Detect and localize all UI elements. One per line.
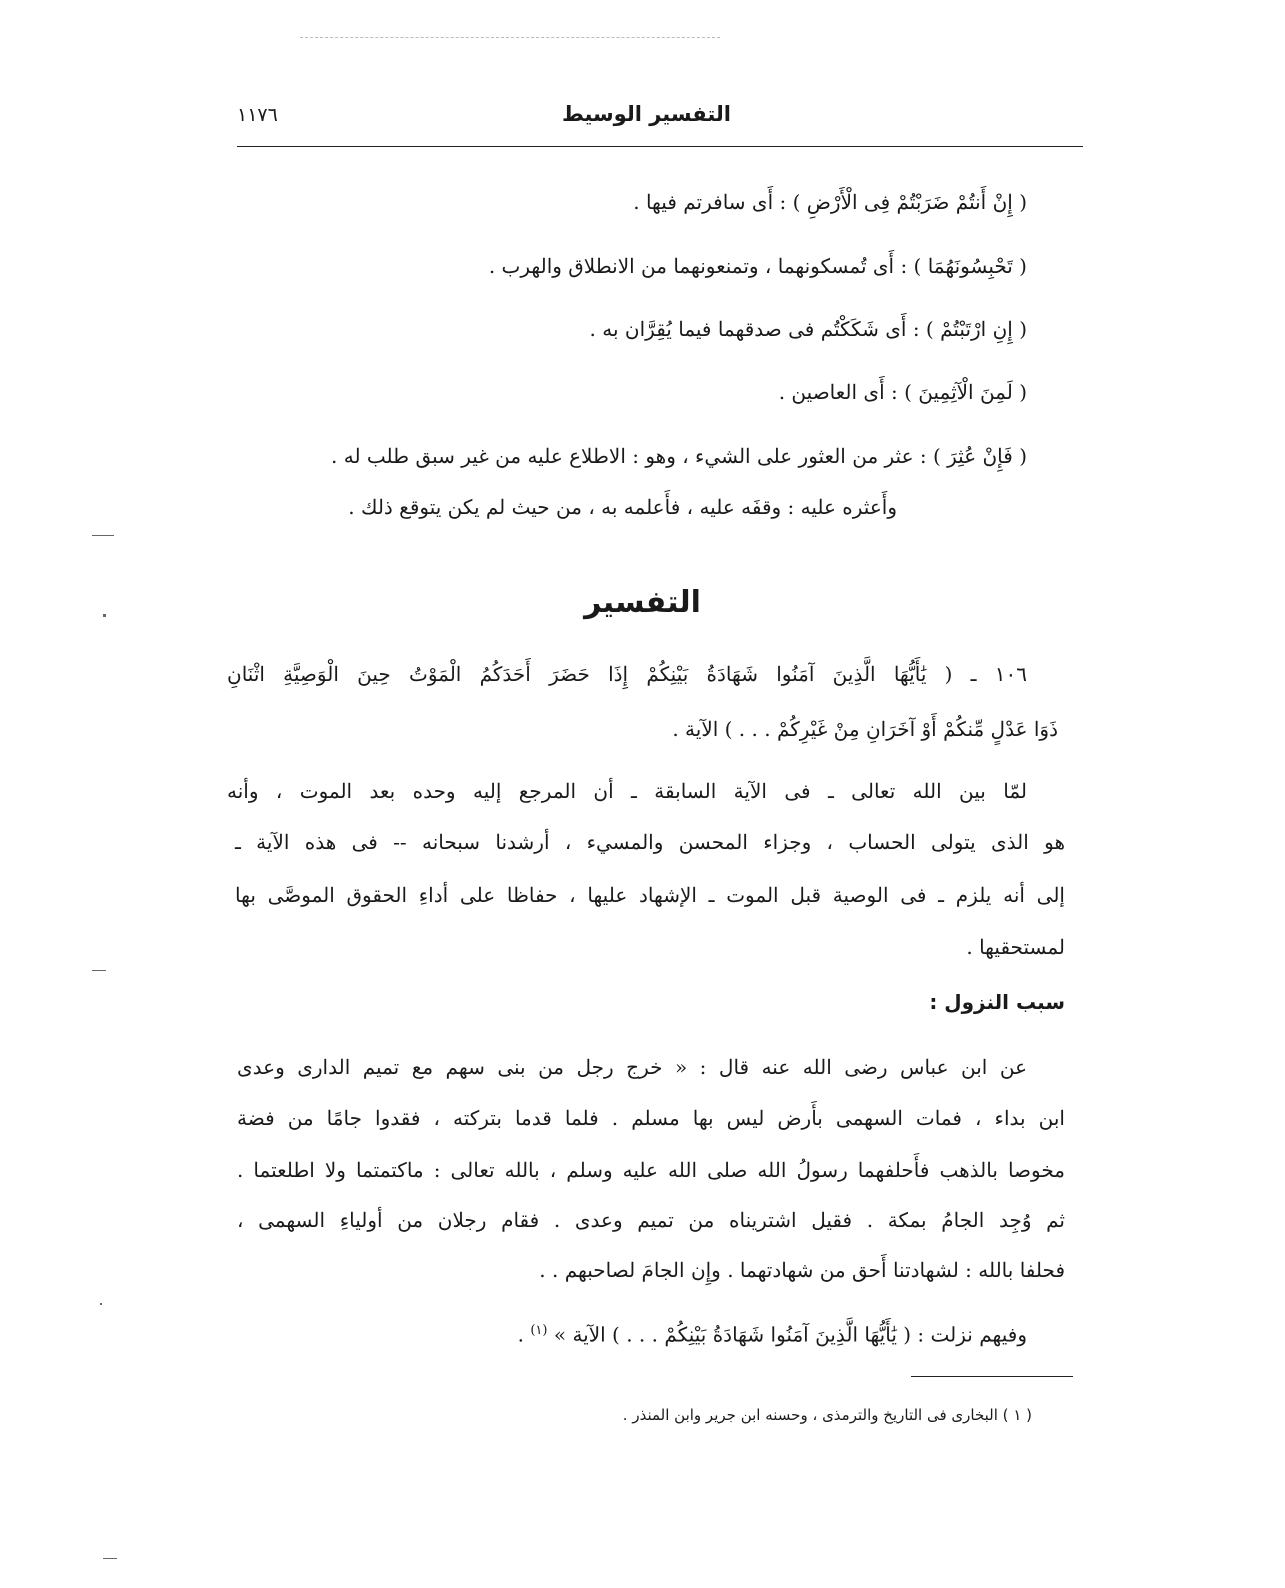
paragraph-line: ابن بداء ، فمات السهمى بأَرض ليس بها مسلم . فلما قدما بتركته ، فقدوا جامًا من فضة bbox=[237, 1106, 1065, 1130]
line-end: . bbox=[517, 1322, 531, 1347]
scan-speck bbox=[103, 1558, 117, 1559]
scan-artifact bbox=[300, 37, 720, 39]
glossary-line: ( فَإِنْ عُثِرَ ) : عثر من العثور على الشيء ، وهو : الاطلاع عليه من غير سبق طلب له . bbox=[331, 444, 1027, 468]
footnote: ( ١ ) البخارى فى التاريخ والترمذى ، وحسنه ابن جرير وابن المنذر . bbox=[622, 1406, 1032, 1424]
glossary-line: ( تَحْبِسُونَهُمَا ) : أَى تُمسكونهما ، وتمنعونهما من الانطلاق والهرب . bbox=[488, 254, 1027, 278]
book-title: التفسير الوسيط bbox=[561, 102, 731, 126]
paragraph-line: إلى أنه يلزم ـ فى الوصية قبل الموت ـ الإشهاد عليها ، حفاظا على أداءِ الحقوق الموصَّى بها bbox=[235, 883, 1065, 907]
glossary-line: ( لَمِنَ الْآثِمِينَ ) : أَى العاصين . bbox=[778, 380, 1027, 404]
page-header bbox=[237, 102, 1083, 142]
glossary-line: ( إِنْ أَنتُمْ ضَرَبْتُمْ فِى الْأَرْضِ ) : أَى سافرتم فيها . bbox=[633, 190, 1027, 214]
occasion-verse-text: وفيهم نزلت : ( يَٰأَيُّهَا الَّذِينَ آمَنُوا شَهَادَةُ بَيْنِكُمْ . . . ) الآية » bbox=[553, 1322, 1027, 1347]
glossary-line: وأَعثره عليه : وقفَه عليه ، فأَعلمه به ، من حيث لم يكن يتوقع ذلك . bbox=[348, 495, 897, 519]
section-title: التفسير bbox=[584, 585, 701, 620]
paragraph-line bbox=[518, 1316, 1027, 1350]
subheading: سبب النزول : bbox=[929, 990, 1065, 1014]
paragraph-line: لمّا بين الله تعالى ـ فى الآية السابقة ـ أن المرجع إليه وحده بعد الموت ، وأنه bbox=[227, 779, 1027, 803]
verse-line: ذَوَا عَدْلٍ مِّنكُمْ أَوْ آخَرَانِ مِنْ غَيْرِكُمْ . . . ) الآية . bbox=[672, 717, 1058, 741]
paragraph-line: فحلفا بالله : لشهادتنا أَحق من شهادتهما . وإِن الجامَ لصاحبهم . . bbox=[539, 1258, 1065, 1282]
paragraph-line: مخوصا بالذهب فأَحلفهما رسولُ الله صلى الله عليه وسلم ، بالله تعالى : ماكتمتما ولا اطلعتما . bbox=[237, 1158, 1065, 1182]
footnote-reference[interactable]: (١) bbox=[530, 1323, 548, 1338]
scan-speck bbox=[100, 1303, 102, 1305]
paragraph-line: هو الذى يتولى الحساب ، وجزاء المحسن والمسيء ، أرشدنا سبحانه -- فى هذه الآية ـ bbox=[235, 830, 1065, 854]
header-rule bbox=[237, 146, 1083, 147]
verse-line: ١٠٦ ـ ( يَٰأَيُّهَا الَّذِينَ آمَنُوا شَهَادَةُ بَيْنِكُمْ إِذَا حَضَرَ أَحَدَكُمُ الْمَوْتُ حِينَ الْوَصِيَّةِ اثْنَانِ bbox=[227, 662, 1027, 686]
scan-speck bbox=[92, 970, 106, 971]
paragraph-line: ثم وُجِد الجامُ بمكة . فقيل اشتريناه من تميم وعدى . فقام رجلان من أولياءِ السهمى ، bbox=[237, 1208, 1065, 1232]
glossary-line: ( إِنِ ارْتَبْتُمْ ) : أَى شَكَكْتُم فى صدقهما فيما يُقِرَّان به . bbox=[589, 317, 1027, 341]
paragraph-line: عن ابن عباس رضى الله عنه قال : « خرج رجل من بنى سهم مع تميم الدارى وعدى bbox=[237, 1055, 1027, 1079]
paragraph-line: لمستحقيها . bbox=[966, 935, 1065, 959]
scan-speck bbox=[92, 535, 114, 536]
footnote-rule bbox=[911, 1376, 1073, 1377]
page-number: ١١٧٦ bbox=[237, 104, 278, 126]
